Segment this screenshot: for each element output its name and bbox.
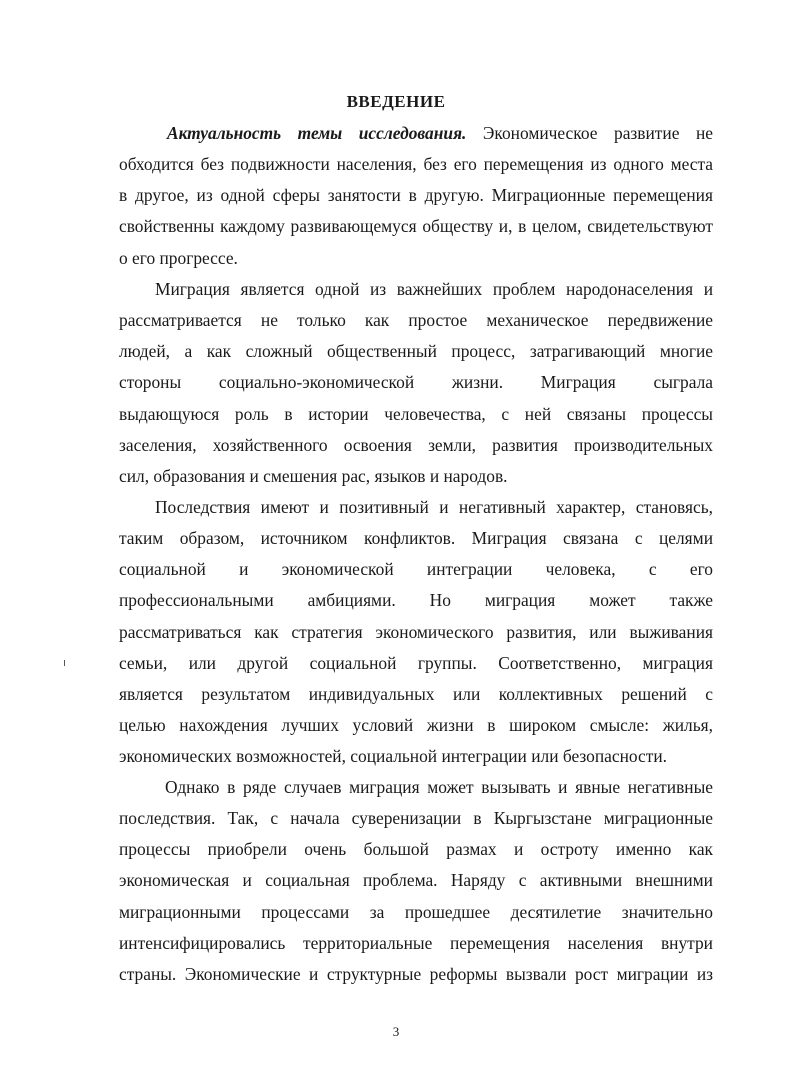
paragraph-line: интенсифицировались территориальные перемещения населения внутри — [119, 932, 713, 953]
paragraph-line: в другое, из одной сферы занятости в другую. Миграционные перемещения — [119, 185, 713, 206]
paragraph-line: обходится без подвижности населения, без его перемещения из одного места — [119, 154, 713, 175]
paragraph-line: сил, образования и смешения рас, языков и народов. — [119, 465, 508, 486]
paragraph-line: семьи, или другой социальной группы. Соответственно, миграция — [119, 652, 713, 673]
paragraph-2 — [119, 274, 713, 492]
page-title: ВВЕДЕНИЕ — [346, 92, 446, 111]
paragraph-4 — [119, 772, 713, 990]
page-number: 3 — [392, 1024, 400, 1039]
paragraph-line: является результатом индивидуальных или коллективных решений с — [119, 683, 713, 704]
paragraph-line: о его прогрессе. — [119, 247, 238, 268]
lead-phrase: Актуальность темы исследования. — [167, 123, 467, 143]
paragraph-line: последствия. Так, с начала суверенизации в Кыргызстане миграционные — [119, 808, 713, 829]
paragraph-line: Однако в ряде случаев миграция может вызывать и явные негативные — [165, 777, 713, 797]
paragraph-line: профессиональными амбициями. Но миграция может также — [119, 590, 713, 611]
paragraph-line: выдающуюся роль в истории человечества, с ней связаны процессы — [119, 403, 713, 424]
paragraph-line: людей, а как сложный общественный процесс, затрагивающий многие — [119, 341, 713, 362]
paragraph-line: рассматривается не только как простое механическое передвижение — [119, 310, 713, 331]
paragraph-1 — [119, 118, 713, 274]
paragraph-line: экономических возможностей, социальной интеграции или безопасности. — [119, 746, 668, 767]
paragraph-line: стороны социально-экономической жизни. Миграция сыграла — [119, 372, 713, 393]
paragraph-line: Последствия имеют и позитивный и негативный характер, становясь, — [155, 497, 713, 517]
paragraph-line: свойственны каждому развивающемуся обществу и, в целом, свидетельствуют — [119, 216, 713, 237]
paragraph-line: страны. Экономические и структурные реформы вызвали рост миграции из — [119, 963, 713, 984]
paragraph-line: таким образом, источником конфликтов. Миграция связана с целями — [119, 528, 713, 549]
paragraph-line: рассматриваться как стратегия экономического развития, или выживания — [119, 621, 713, 642]
paragraph-line: Миграция является одной из важнейших проблем народонаселения и — [155, 279, 713, 299]
scan-mark — [64, 660, 65, 666]
paragraph-line: процессы приобрели очень большой размах и остроту именно как — [119, 839, 713, 860]
paragraph-3 — [119, 492, 713, 772]
paragraph-line: экономическая и социальная проблема. Наряду с активными внешними — [119, 870, 713, 891]
paragraph-line: заселения, хозяйственного освоения земли, развития производительных — [119, 434, 713, 455]
paragraph-line: целью нахождения лучших условий жизни в широком смысле: жилья, — [119, 714, 713, 735]
paragraph-line: социальной и экономической интеграции человека, с его — [119, 559, 713, 580]
paragraph-line: миграционными процессами за прошедшее десятилетие значительно — [119, 901, 713, 922]
paragraph-line: Актуальность темы исследования. Экономическое развитие не — [167, 123, 714, 143]
